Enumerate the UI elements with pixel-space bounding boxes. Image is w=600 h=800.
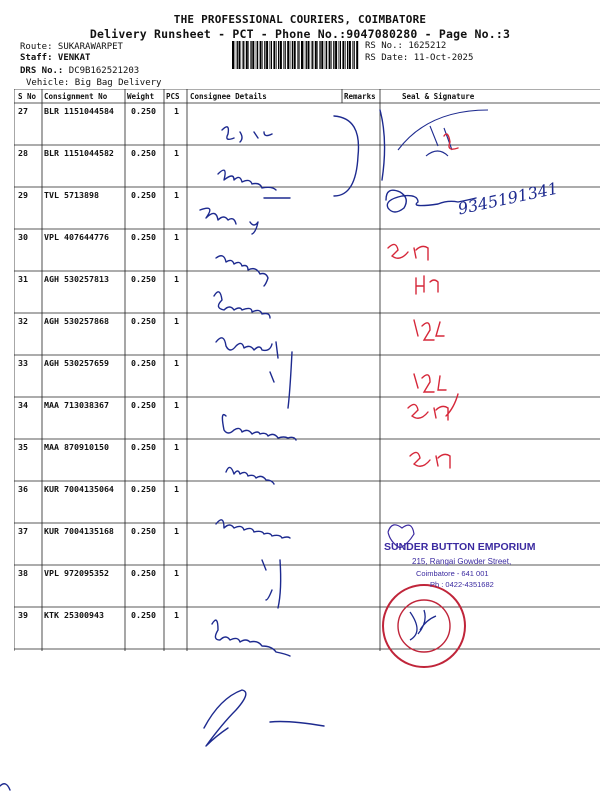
staff-label: Staff: VENKAT xyxy=(20,53,91,63)
table-row xyxy=(14,145,600,187)
table-row xyxy=(14,397,600,439)
table-row xyxy=(14,229,600,271)
drs-label: DRS No.: xyxy=(20,66,64,76)
row-sno: 34 xyxy=(18,400,28,410)
row-pcs: 1 xyxy=(174,610,179,620)
row-weight: 0.250 xyxy=(131,568,156,578)
row-consignment: AGH 530257868 xyxy=(44,316,109,326)
table-row xyxy=(14,481,600,523)
col-pcs: PCS xyxy=(166,92,180,101)
row-sno: 39 xyxy=(18,610,28,620)
handwritten-phone: 9345191341 xyxy=(456,178,560,219)
row-pcs: 1 xyxy=(174,484,179,494)
row-weight: 0.250 xyxy=(131,442,156,452)
row-sno: 37 xyxy=(18,526,28,536)
stamp-phone: Ph : 0422-4351682 xyxy=(430,580,494,589)
row-sno: 33 xyxy=(18,358,28,368)
row-sno: 35 xyxy=(18,442,28,452)
row-consignment: KUR 7004135168 xyxy=(44,526,114,536)
row-pcs: 1 xyxy=(174,274,179,284)
table-row xyxy=(14,607,600,649)
table-row xyxy=(14,103,600,145)
col-seal: Seal & Signature xyxy=(402,92,475,101)
col-consignee: Consignee Details xyxy=(190,92,267,101)
stamp-address-line2: Coimbatore - 641 001 xyxy=(416,569,489,578)
drs-number xyxy=(20,66,139,77)
row-weight: 0.250 xyxy=(131,190,156,200)
table-row xyxy=(14,271,600,313)
row-consignment: TVL 5713898 xyxy=(44,190,99,200)
vehicle-label: Vehicle: Big Bag Delivery xyxy=(26,78,162,88)
row-pcs: 1 xyxy=(174,232,179,242)
table-row xyxy=(14,313,600,355)
stamp-address-line1: 215, Rangai Gowder Street, xyxy=(412,557,512,566)
col-weight: Weight xyxy=(127,92,155,101)
col-remarks: Remarks xyxy=(344,92,376,101)
row-consignment: BLR 1151044582 xyxy=(44,148,114,158)
row-weight: 0.250 xyxy=(131,106,156,116)
row-weight: 0.250 xyxy=(131,232,156,242)
row-sno: 36 xyxy=(18,484,28,494)
rs-date: RS Date: 11-Oct-2025 xyxy=(365,53,474,63)
row-weight: 0.250 xyxy=(131,526,156,536)
stamp-company-name: SUNDER BUTTON EMPORIUM xyxy=(384,541,536,553)
row-pcs: 1 xyxy=(174,526,179,536)
row-pcs: 1 xyxy=(174,106,179,116)
row-sno: 30 xyxy=(18,232,28,242)
row-weight: 0.250 xyxy=(131,316,156,326)
row-consignment: BLR 1151044584 xyxy=(44,106,114,116)
table-row xyxy=(14,439,600,481)
row-weight: 0.250 xyxy=(131,274,156,284)
row-consignment: VPL 972095352 xyxy=(44,568,109,578)
row-weight: 0.250 xyxy=(131,358,156,368)
route-label: Route: SUKARAWARPET xyxy=(20,42,123,52)
row-pcs: 1 xyxy=(174,190,179,200)
table-row xyxy=(14,355,600,397)
company-title: THE PROFESSIONAL COURIERS, COIMBATORE xyxy=(173,13,427,26)
footer-signature xyxy=(204,690,324,746)
rs-number: RS No.: 1625212 xyxy=(365,41,447,51)
table-row xyxy=(14,565,600,607)
row-sno: 27 xyxy=(18,106,28,116)
row-consignment: KTK 25300943 xyxy=(44,610,104,620)
barcode-image xyxy=(232,41,360,69)
col-sno: S No xyxy=(18,92,37,101)
row-weight: 0.250 xyxy=(131,610,156,620)
col-consignment: Consignment No xyxy=(44,92,108,101)
row-consignment: MAA 713038367 xyxy=(44,400,109,410)
row-sno: 32 xyxy=(18,316,28,326)
row-pcs: 1 xyxy=(174,316,179,326)
row-consignment: MAA 870910150 xyxy=(44,442,109,452)
row-consignment: AGH 530257659 xyxy=(44,358,109,368)
row-sno: 38 xyxy=(18,568,28,578)
runsheet-subtitle: Delivery Runsheet - PCT - Phone No.:9047080280 - Page No.:3 xyxy=(89,27,511,41)
row-weight: 0.250 xyxy=(131,484,156,494)
drs-value: DC9B16252120З xyxy=(68,66,140,76)
row-weight: 0.250 xyxy=(131,400,156,410)
row-pcs: 1 xyxy=(174,568,179,578)
row-sno: 29 xyxy=(18,190,28,200)
row-pcs: 1 xyxy=(174,442,179,452)
row-weight: 0.250 xyxy=(131,148,156,158)
row-pcs: 1 xyxy=(174,148,179,158)
row-sno: 31 xyxy=(18,274,28,284)
row-sno: 28 xyxy=(18,148,28,158)
row-consignment: VPL 407644776 xyxy=(44,232,109,242)
row-pcs: 1 xyxy=(174,400,179,410)
row-consignment: KUR 7004135064 xyxy=(44,484,114,494)
row-pcs: 1 xyxy=(174,358,179,368)
row-consignment: AGH 530257813 xyxy=(44,274,109,284)
corner-mark xyxy=(0,784,10,790)
